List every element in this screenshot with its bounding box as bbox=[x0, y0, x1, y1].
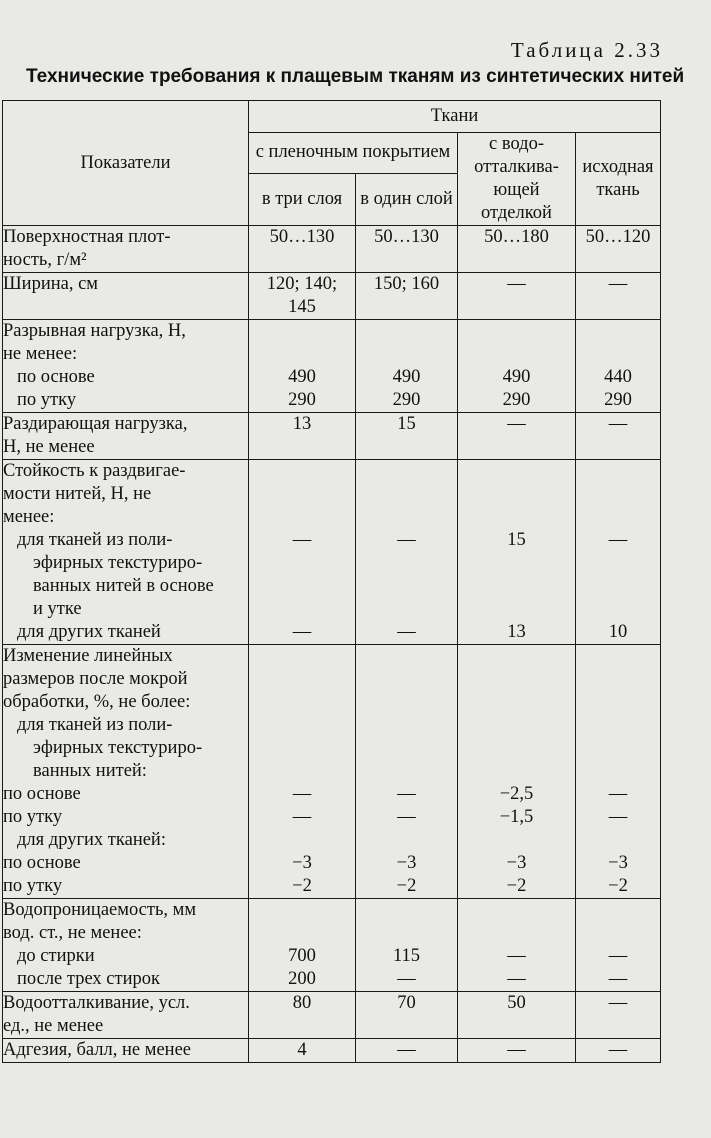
cell-value bbox=[458, 922, 575, 945]
row-label-line: для тканей из поли- bbox=[17, 715, 173, 735]
header-line: исходная bbox=[582, 157, 654, 177]
header-water-repellent bbox=[458, 133, 576, 226]
cell-value bbox=[458, 737, 575, 760]
row-label-line: мости нитей, Н, не bbox=[3, 484, 152, 504]
cell-value bbox=[576, 691, 660, 714]
row-label-line: ванных нитей в основе bbox=[33, 576, 214, 596]
value-cell-4 bbox=[576, 992, 661, 1039]
cell-value bbox=[249, 343, 355, 366]
cell-value bbox=[249, 691, 355, 714]
cell-value: — bbox=[292, 530, 312, 550]
cell-value: — bbox=[292, 784, 312, 804]
value-cell-1 bbox=[249, 992, 356, 1039]
cell-value: 50…180 bbox=[484, 227, 549, 247]
header-original bbox=[576, 133, 661, 226]
cell-value: — bbox=[608, 969, 628, 989]
cell-value: — bbox=[608, 946, 628, 966]
table-row bbox=[3, 645, 661, 899]
value-cell-3 bbox=[458, 273, 576, 320]
cell-value: — bbox=[507, 274, 526, 294]
cell-value bbox=[458, 668, 575, 691]
value-cell-2 bbox=[356, 992, 458, 1039]
header-fabrics: Ткани bbox=[249, 101, 661, 133]
cell-value: 120; 140; bbox=[266, 274, 338, 294]
cell-value: — bbox=[397, 969, 416, 989]
row-label-line: Раздирающая нагрузка, bbox=[3, 414, 188, 434]
cell-value: −2 bbox=[506, 876, 527, 896]
cell-value: 490 bbox=[288, 367, 316, 387]
cell-value bbox=[576, 506, 660, 529]
cell-value: — bbox=[507, 1040, 526, 1060]
row-label-line: для других тканей bbox=[17, 622, 161, 642]
cell-value bbox=[356, 645, 457, 668]
cell-value: — bbox=[608, 1040, 628, 1060]
value-cell-4 bbox=[576, 899, 661, 992]
cell-value: 50…130 bbox=[374, 227, 439, 247]
cell-value bbox=[576, 714, 660, 737]
value-cell-2 bbox=[356, 273, 458, 320]
cell-value: −2 bbox=[608, 876, 628, 896]
cell-value: — bbox=[608, 807, 628, 827]
cell-value: 440 bbox=[604, 367, 632, 387]
cell-value: 50 bbox=[507, 993, 526, 1013]
value-cell-1 bbox=[249, 226, 356, 273]
row-label-line: по утку bbox=[3, 876, 63, 896]
row-label bbox=[3, 645, 249, 899]
cell-value: 150; 160 bbox=[373, 274, 440, 294]
cell-value bbox=[249, 899, 355, 922]
cell-value: 50…130 bbox=[269, 227, 335, 247]
cell-value: — bbox=[608, 274, 628, 294]
value-cell-2 bbox=[356, 645, 458, 899]
cell-value: — bbox=[397, 530, 416, 550]
table-caption: Таблица 2.33 bbox=[510, 38, 663, 62]
cell-value: — bbox=[507, 969, 526, 989]
cell-value bbox=[356, 691, 457, 714]
value-cell-4 bbox=[576, 320, 661, 413]
cell-value bbox=[356, 829, 457, 852]
cell-value: — bbox=[397, 622, 416, 642]
value-cell-2 bbox=[356, 1039, 458, 1063]
table-row bbox=[3, 899, 661, 992]
row-label-line: Поверхностная плот- bbox=[3, 227, 171, 247]
table-row bbox=[3, 992, 661, 1039]
cell-value: 290 bbox=[502, 390, 531, 410]
cell-value: −3 bbox=[292, 853, 312, 873]
value-cell-1 bbox=[249, 460, 356, 645]
cell-value: −2 bbox=[292, 876, 312, 896]
cell-value bbox=[356, 575, 457, 598]
cell-value: −2,5 bbox=[499, 784, 534, 804]
row-label bbox=[3, 1039, 249, 1063]
row-label-line: Водопроницаемость, мм bbox=[3, 900, 197, 920]
row-label-line: по основе bbox=[17, 367, 95, 387]
cell-value: — bbox=[507, 946, 526, 966]
header-line: ткань bbox=[596, 180, 640, 200]
cell-value: −1,5 bbox=[499, 807, 534, 827]
cell-value: — bbox=[397, 807, 416, 827]
value-cell-1 bbox=[249, 645, 356, 899]
table-row bbox=[3, 320, 661, 413]
header-film-coated: с пленочным покрытием bbox=[249, 133, 458, 174]
row-label-line: по основе bbox=[3, 853, 81, 873]
value-cell-3 bbox=[458, 645, 576, 899]
cell-value: — bbox=[608, 530, 628, 550]
cell-value: 70 bbox=[397, 993, 416, 1013]
cell-value: — bbox=[397, 784, 416, 804]
cell-value: −2 bbox=[396, 876, 417, 896]
header-line: отделкой bbox=[481, 203, 552, 223]
row-label bbox=[3, 273, 249, 320]
cell-value bbox=[458, 714, 575, 737]
row-label-line: эфирных текстуриро- bbox=[33, 738, 203, 758]
value-cell-3 bbox=[458, 226, 576, 273]
cell-value bbox=[356, 760, 457, 783]
cell-value bbox=[458, 598, 575, 621]
cell-value bbox=[458, 506, 575, 529]
value-cell-3 bbox=[458, 320, 576, 413]
cell-value bbox=[356, 552, 457, 575]
cell-value bbox=[458, 760, 575, 783]
cell-value bbox=[458, 575, 575, 598]
header-line: ющей bbox=[493, 180, 540, 200]
row-label-line: для тканей из поли- bbox=[17, 530, 173, 550]
row-label-line: Н, не менее bbox=[3, 437, 95, 457]
row-label-line: после трех стирок bbox=[17, 969, 160, 989]
cell-value: −3 bbox=[506, 853, 527, 873]
table-title: Технические требования к плащевым тканям из синтетических нитей bbox=[26, 66, 685, 87]
cell-value: 13 bbox=[292, 414, 312, 434]
cell-value: — bbox=[292, 622, 312, 642]
cell-value bbox=[458, 899, 575, 922]
value-cell-1 bbox=[249, 413, 356, 460]
value-cell-2 bbox=[356, 460, 458, 645]
header-line: с водо- bbox=[489, 134, 544, 154]
cell-value bbox=[458, 483, 575, 506]
cell-value bbox=[356, 598, 457, 621]
cell-value: 15 bbox=[507, 530, 526, 550]
cell-value: — bbox=[608, 784, 628, 804]
table-row bbox=[3, 413, 661, 460]
value-cell-3 bbox=[458, 460, 576, 645]
cell-value: 290 bbox=[604, 390, 632, 410]
value-cell-4 bbox=[576, 413, 661, 460]
cell-value bbox=[356, 737, 457, 760]
value-cell-4 bbox=[576, 1039, 661, 1063]
row-label-line: вод. ст., не менее: bbox=[3, 923, 142, 943]
row-label-line: Стойкость к раздвигае- bbox=[3, 461, 186, 481]
cell-value bbox=[576, 320, 660, 343]
value-cell-1 bbox=[249, 1039, 356, 1063]
header-one-layer: в один слой bbox=[356, 173, 458, 225]
cell-value bbox=[458, 343, 575, 366]
cell-value bbox=[249, 922, 355, 945]
value-cell-1 bbox=[249, 320, 356, 413]
cell-value bbox=[249, 575, 355, 598]
cell-value bbox=[249, 506, 355, 529]
row-label bbox=[3, 320, 249, 413]
value-cell-3 bbox=[458, 1039, 576, 1063]
row-label-line: ность, г/м² bbox=[3, 250, 87, 270]
requirements-table bbox=[2, 100, 661, 1063]
cell-value: 80 bbox=[292, 993, 312, 1013]
cell-value: 700 bbox=[288, 946, 316, 966]
cell-value bbox=[576, 737, 660, 760]
row-label-line: по утку bbox=[3, 807, 63, 827]
row-label bbox=[3, 413, 249, 460]
cell-value bbox=[458, 460, 575, 483]
cell-value: 15 bbox=[397, 414, 416, 434]
row-label-line: Водоотталкивание, усл. bbox=[3, 993, 190, 1013]
cell-value bbox=[249, 483, 355, 506]
row-label bbox=[3, 460, 249, 645]
header-line: отталкива- bbox=[474, 157, 559, 177]
cell-value bbox=[249, 829, 355, 852]
cell-value: — bbox=[397, 1040, 416, 1060]
cell-value bbox=[249, 552, 355, 575]
header-three-layers: в три слоя bbox=[249, 173, 356, 225]
row-label-line: менее: bbox=[3, 507, 55, 527]
cell-value bbox=[576, 922, 660, 945]
row-label-line: обработки, %, не более: bbox=[3, 692, 191, 712]
value-cell-4 bbox=[576, 460, 661, 645]
cell-value: — bbox=[608, 414, 628, 434]
row-label-line: по основе bbox=[3, 784, 81, 804]
value-cell-4 bbox=[576, 273, 661, 320]
cell-value bbox=[356, 899, 457, 922]
cell-value: 145 bbox=[288, 297, 316, 317]
value-cell-4 bbox=[576, 226, 661, 273]
value-cell-3 bbox=[458, 992, 576, 1039]
row-label bbox=[3, 992, 249, 1039]
cell-value bbox=[576, 645, 660, 668]
cell-value: 290 bbox=[288, 390, 316, 410]
value-cell-3 bbox=[458, 899, 576, 992]
value-cell-2 bbox=[356, 226, 458, 273]
row-label-line: до стирки bbox=[17, 946, 95, 966]
row-label bbox=[3, 899, 249, 992]
cell-value bbox=[576, 598, 660, 621]
cell-value: 200 bbox=[288, 969, 316, 989]
row-label-line: Ширина, см bbox=[3, 274, 98, 294]
cell-value bbox=[576, 668, 660, 691]
table-body bbox=[3, 226, 661, 1063]
cell-value: 490 bbox=[502, 367, 531, 387]
value-cell-2 bbox=[356, 320, 458, 413]
cell-value bbox=[356, 483, 457, 506]
cell-value: 13 bbox=[507, 622, 526, 642]
cell-value: 490 bbox=[392, 367, 421, 387]
row-label-line: Разрывная нагрузка, Н, bbox=[3, 321, 186, 341]
cell-value bbox=[576, 899, 660, 922]
row-label-line: размеров после мокрой bbox=[3, 669, 188, 689]
cell-value bbox=[356, 343, 457, 366]
cell-value bbox=[249, 737, 355, 760]
cell-value: 10 bbox=[608, 622, 628, 642]
cell-value: −3 bbox=[608, 853, 628, 873]
cell-value bbox=[458, 320, 575, 343]
value-cell-1 bbox=[249, 273, 356, 320]
cell-value bbox=[249, 645, 355, 668]
table-row bbox=[3, 460, 661, 645]
cell-value bbox=[356, 714, 457, 737]
cell-value bbox=[356, 320, 457, 343]
cell-value: — bbox=[507, 414, 526, 434]
cell-value: — bbox=[608, 993, 628, 1013]
row-label-line: для других тканей: bbox=[17, 830, 166, 850]
value-cell-3 bbox=[458, 413, 576, 460]
cell-value bbox=[249, 760, 355, 783]
cell-value bbox=[249, 598, 355, 621]
cell-value bbox=[576, 575, 660, 598]
cell-value: 115 bbox=[392, 946, 421, 966]
cell-value bbox=[576, 552, 660, 575]
cell-value bbox=[458, 645, 575, 668]
header-indicators: Показатели bbox=[3, 101, 249, 226]
row-label bbox=[3, 226, 249, 273]
cell-value bbox=[356, 668, 457, 691]
cell-value bbox=[458, 552, 575, 575]
cell-value: 50…120 bbox=[585, 227, 651, 247]
row-label-line: и утке bbox=[33, 599, 82, 619]
cell-value bbox=[576, 483, 660, 506]
cell-value bbox=[249, 668, 355, 691]
table-row bbox=[3, 226, 661, 273]
cell-value bbox=[576, 760, 660, 783]
row-label-line: ед., не менее bbox=[3, 1016, 104, 1036]
cell-value bbox=[576, 829, 660, 852]
row-label-line: эфирных текстуриро- bbox=[33, 553, 203, 573]
cell-value bbox=[458, 829, 575, 852]
cell-value: 290 bbox=[392, 390, 421, 410]
value-cell-2 bbox=[356, 413, 458, 460]
row-label-line: по утку bbox=[17, 390, 77, 410]
row-label-line: ванных нитей: bbox=[33, 761, 147, 781]
value-cell-1 bbox=[249, 899, 356, 992]
value-cell-4 bbox=[576, 645, 661, 899]
table-row bbox=[3, 1039, 661, 1063]
table-row bbox=[3, 273, 661, 320]
cell-value bbox=[249, 320, 355, 343]
cell-value bbox=[458, 691, 575, 714]
cell-value bbox=[356, 506, 457, 529]
row-label-line: Адгезия, балл, не менее bbox=[3, 1040, 191, 1060]
cell-value: — bbox=[292, 807, 312, 827]
row-label-line: не менее: bbox=[3, 344, 78, 364]
cell-value bbox=[356, 460, 457, 483]
cell-value bbox=[576, 460, 660, 483]
cell-value bbox=[249, 714, 355, 737]
cell-value bbox=[576, 343, 660, 366]
row-label-line: Изменение линейных bbox=[3, 646, 173, 666]
cell-value bbox=[356, 922, 457, 945]
cell-value: 4 bbox=[297, 1040, 307, 1060]
value-cell-2 bbox=[356, 899, 458, 992]
cell-value: −3 bbox=[396, 853, 417, 873]
cell-value bbox=[249, 460, 355, 483]
